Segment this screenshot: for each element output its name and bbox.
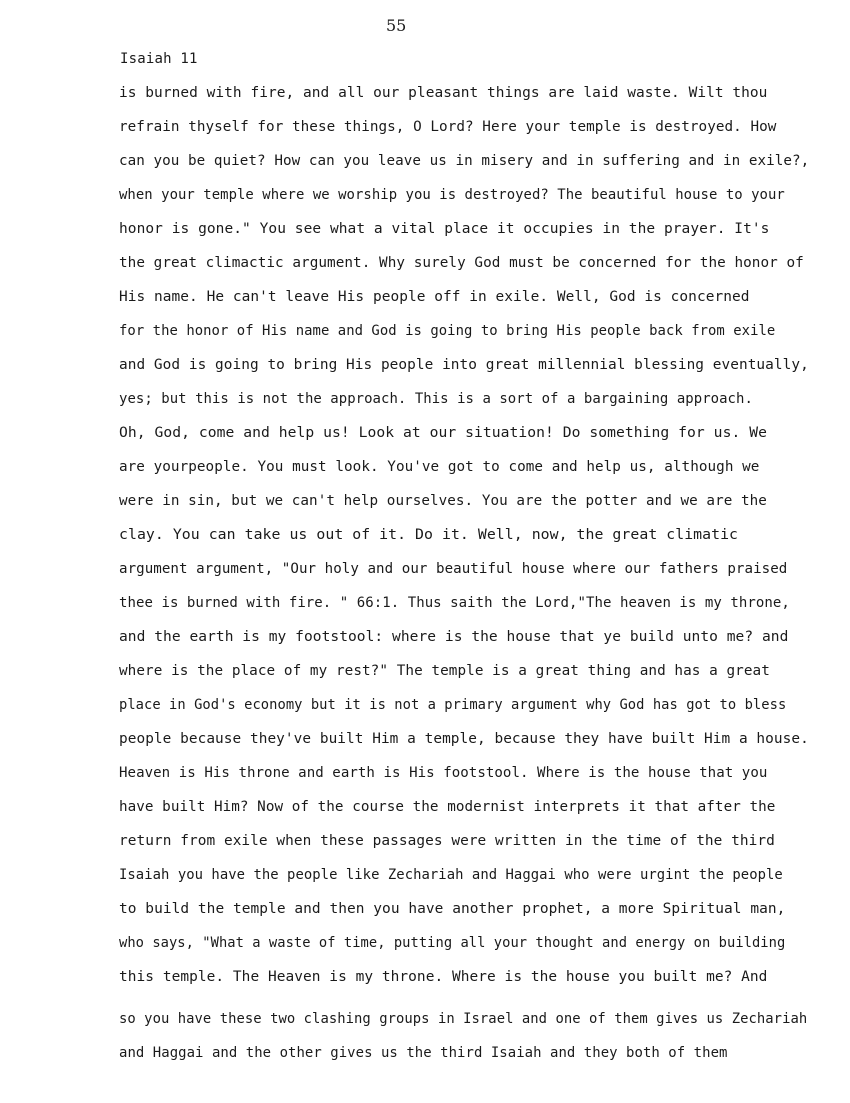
text-line: thee is burned with fire. " 66:1. Thus saith the Lord,"The heaven is my throne,: [119, 595, 790, 611]
text-line: is burned with fire, and all our pleasant things are laid waste. Wilt thou: [119, 85, 768, 101]
text-line: people because they've built Him a temple, because they have built Him a house.: [119, 731, 809, 747]
text-line: when your temple where we worship you is destroyed? The beautiful house to your: [119, 187, 785, 203]
text-line: for the honor of His name and God is going to bring His people back from exile: [119, 323, 776, 339]
text-line: who says, "What a waste of time, putting all your thought and energy on building: [119, 935, 786, 951]
text-line: and the earth is my footstool: where is the house that ye build unto me? and: [119, 629, 789, 645]
text-line: Oh, God, come and help us! Look at our situation! Do something for us. We: [119, 425, 767, 441]
text-line: refrain thyself for these things, O Lord? Here your temple is destroyed. How: [119, 119, 777, 135]
text-line: return from exile when these passages were written in the time of the third: [119, 833, 775, 849]
text-line: and Haggai and the other gives us the third Isaiah and they both of them: [119, 1045, 728, 1061]
text-line: place in God's economy but it is not a primary argument why God has got to bless: [119, 697, 787, 713]
text-line: to build the temple and then you have another prophet, a more Spiritual man,: [119, 901, 786, 917]
text-line: can you be quiet? How can you leave us in misery and in suffering and in exile?,: [119, 153, 810, 169]
section-header: Isaiah 11: [120, 51, 198, 67]
text-line: were in sin, but we can't help ourselves. You are the potter and we are the: [119, 493, 767, 509]
text-line: and God is going to bring His people into great millennial blessing eventually,: [119, 357, 809, 373]
text-line: so you have these two clashing groups in Israel and one of them gives us Zechariah: [119, 1011, 808, 1027]
text-line: argument argument, "Our holy and our beautiful house where our fathers praised: [119, 561, 788, 577]
text-line: are yourpeople. You must look. You've got to come and help us, although we: [119, 459, 760, 475]
text-line: Heaven is His throne and earth is His footstool. Where is the house that you: [119, 765, 768, 781]
text-line: this temple. The Heaven is my throne. Where is the house you built me? And: [119, 969, 768, 985]
text-line: His name. He can't leave His people off in exile. Well, God is concerned: [119, 289, 750, 305]
text-line: Isaiah you have the people like Zechariah and Haggai who were urgint the people: [119, 867, 783, 883]
text-line: yes; but this is not the approach. This is a sort of a bargaining approach.: [119, 391, 753, 407]
text-line: honor is gone." You see what a vital place it occupies in the prayer. It's: [119, 221, 770, 237]
page-number: 55: [386, 16, 407, 35]
text-line: have built Him? Now of the course the modernist interprets it that after the: [119, 799, 776, 815]
text-line: the great climactic argument. Why surely God must be concerned for the honor of: [119, 255, 804, 271]
text-line: clay. You can take us out of it. Do it. Well, now, the great climatic: [119, 527, 739, 543]
text-line: where is the place of my rest?" The temple is a great thing and has a great: [119, 663, 770, 679]
